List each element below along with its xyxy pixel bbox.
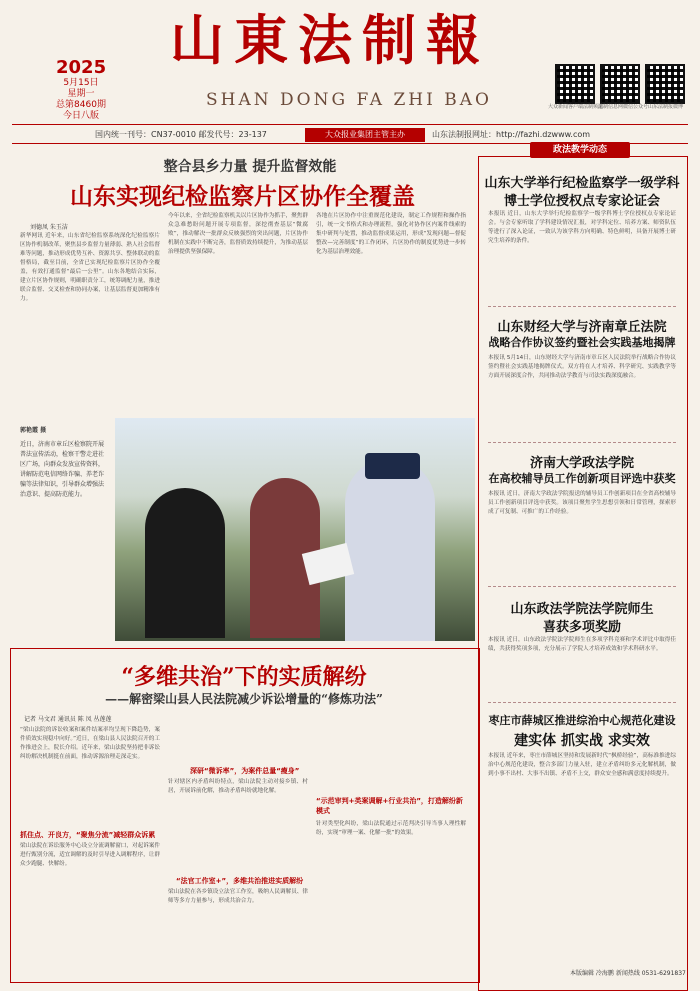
right-item-body: 本报讯 近日，山东大学举行纪检监察学一级学科博士学位授权点专家论证会。与会专家听取了学科建设情况汇报，对学科定位、培养方案、师资队伍等进行了深入论证，一致认为该学科方向明确、特色鲜明，具备开展博士研究生培养的条件。 <box>488 211 676 244</box>
feature-subhead: ——解密梁山县人民法院减少诉讼增量的“修炼功法” <box>105 692 383 706</box>
issue-weekday: 星期一 <box>67 89 95 99</box>
feature-body: 梁山法院在诉讼服务中心设立分流调解窗口，对起诉案件进行甄别分流，适宜调解的及时引导进入调解程序，让群众少跑腿、快解纷。 <box>20 843 160 867</box>
qr-code-icon <box>645 64 685 104</box>
feature-body <box>168 726 308 762</box>
right-item-body: 本报讯 近年来，枣庄市薛城区坚持和发展新时代“枫桥经验”，高标准推进综治中心规范化建设，整合多部门力量入驻，建立矛盾纠纷多元化解机制，做到小事不出村、大事不出镇、矛盾不上交，群众安全感和满意度持续提升。 <box>488 753 676 777</box>
issue-number: 总第8460期 <box>56 100 106 110</box>
right-item-headline: 山东财经大学与济南章丘法院 <box>497 320 667 335</box>
divider <box>488 306 676 307</box>
right-item-body: 本报讯 5月14日，山东财经大学与济南市章丘区人民法院举行战略合作协议签约暨社会实践基地揭牌仪式。双方将在人才培养、科学研究、实践教学等方面开展深度合作，共同推动法学教育与司法实践深度融合。 <box>488 355 676 379</box>
qr-caption: 山东法制报微博 <box>648 104 684 110</box>
divider <box>488 442 676 443</box>
right-item-headline: 建实体 抓实战 求实效 <box>514 733 650 749</box>
right-item-headline: 战略合作协议签约暨社会实践基地揭牌 <box>488 336 676 349</box>
qr-caption: 大众新闻客户端法制频道 <box>548 104 604 110</box>
feature-body: 梁山法院在各乡镇设立法官工作室，吸纳人民调解员、律师等多方力量参与，形成共治合力。 <box>168 889 308 904</box>
feature-section-title: 深研“微诉率”，为案件总量“瘦身” <box>190 767 300 775</box>
newspaper-title: 山東法制報 <box>170 8 490 72</box>
lead-body-col1: 新华网讯 近年来，山东省纪检监察系统深化纪检监察片区协作机制改革，聚焦县乡监督力量薄弱、熟人社会监督难等问题，推动形成优势互补、资源共享、整体联动的监督格局，截至目前，全省已实现纪检监察片区协作全覆盖，有效打通监督“最后一公里”。山东各地结合实际，建立片区协作规则，明确职责分工，统筹调配力量，推进联合监督、交叉检查和协同办案，让基层监督更加精准有力。 <box>20 233 160 302</box>
qr-caption: 法制信息网微信公众号 <box>598 104 649 110</box>
issue-year: 2025 <box>56 57 107 78</box>
feature-headline: “多维共治”下的实质解纷 <box>121 664 367 690</box>
feature-section-title: “法官工作室+”，多维共治推进实质解纷 <box>176 877 304 885</box>
photo-caption-text: 近日，济南市章丘区检察院开展普法宣传活动，检察干警走进社区广场，向群众发放宣传资料，讲解防范电信网络诈骗、养老诈骗等法律知识，引导群众增强法治意识、提高防范能力。 <box>20 441 105 498</box>
lead-body-col2: 今年以来，全省纪检监察机关以片区协作为抓手，聚焦群众急难愁盼问题开展专项监督，深挖彻查基层“微腐败”，推动解决一批群众反映强烈的突出问题，片区协作机制在实践中不断完善，监督质效持续提升，为推动基层治理提供坚强保障。 <box>168 213 308 255</box>
feature-body: 针对辖区内矛盾纠纷特点，梁山法院主动对接乡镇、村居，开展诉前化解，推动矛盾纠纷就地化解。 <box>168 779 308 794</box>
lead-body-col3: 各地在片区协作中注重规范化建设，制定工作规程和操作指引，统一文书格式和办理流程，强化对协作区内案件线索的集中研判与处置，推动监督成果运用，形成“发现问题—督促整改—完善制度”的工作闭环，片区协作的制度优势进一步转化为基层治理效能。 <box>316 213 466 255</box>
newspaper-pinyin: SHAN DONG FA ZHI BAO <box>206 90 492 110</box>
issue-pages: 今日八版 <box>62 111 99 121</box>
photo-credit: 郭艳霞 摄 <box>20 427 47 434</box>
feature-byline: 记者 马文君 通讯员 陈 凤 丛莲莲 <box>24 716 112 723</box>
issue-date-box <box>56 58 106 122</box>
right-item-headline: 在高校辅导员工作创新项目评选中获奖 <box>488 472 676 485</box>
right-item-headline: 山东政法学院法学院师生 <box>510 602 654 617</box>
qr-code-icon <box>555 64 595 104</box>
publication-code: 国内统一刊号：CN37-0010 邮发代号：23-137 <box>95 130 267 139</box>
lead-kicker: 整合县乡力量 提升监督效能 <box>163 159 337 175</box>
qr-code-icon <box>600 64 640 104</box>
right-item-headline: 山东大学举行纪检监察学一级学科 <box>484 176 680 191</box>
feature-body: 针对类型化纠纷，梁山法院通过示范判决引导当事人理性解纷，实现“审理一案、化解一批”的效果。 <box>316 821 466 836</box>
divider <box>488 702 676 703</box>
lead-byline: 刘德凤 朱玉洁 <box>30 224 68 231</box>
right-item-headline: 博士学位授权点专家论证会 <box>503 194 660 209</box>
right-item-headline: 喜获多项奖励 <box>542 620 621 635</box>
photo-caption <box>20 426 108 500</box>
publisher-label: 大众报业集团主管主办 <box>305 128 425 142</box>
section-label: 政法教学动态 <box>530 142 630 158</box>
feature-body: “梁山法院的诉讼收案和案件结案率均呈现下降趋势，案件质效实现稳中向好。”近日，在梁山县人民法院召开的工作推进会上，院长介绍。近年来，梁山法院坚持把非诉讼纠纷解决机制挺在前面，推动诉源治理走深走实。 <box>20 727 160 760</box>
right-item-headline: 济南大学政法学院 <box>529 456 634 471</box>
right-item-headline: 枣庄市薛城区推进综治中心规范化建设 <box>488 714 676 727</box>
page-footer: 本版编辑 冷海鹏 新闻热线 0531-6291837 <box>570 970 686 977</box>
issue-date: 5月15日 <box>63 78 99 88</box>
photo-officer <box>345 458 435 641</box>
feature-section-title: “示范审判+类案调解+行业共治”，打造解纷新模式 <box>316 797 463 815</box>
photo-officer-cap <box>365 453 420 479</box>
info-bar <box>0 128 700 142</box>
right-item-body: 本报讯 近日，山东政法学院法学院师生在多项学科竞赛和学术评比中取得佳绩，共获得奖项多项，充分展示了学院人才培养成效和学术科研水平。 <box>488 637 676 652</box>
divider <box>12 124 688 125</box>
lead-headline: 山东实现纪检监察片区协作全覆盖 <box>70 183 415 210</box>
photo-person <box>145 488 225 638</box>
website-link[interactable]: 山东法制报网址：http://fazhi.dzwww.com <box>432 130 591 139</box>
feature-section-title: 抓住点、开良方，“聚焦分流”减轻群众诉累 <box>20 831 156 839</box>
news-photo <box>115 418 475 641</box>
right-item-body: 本报讯 近日，济南大学政法学院报送的辅导员工作创新项目在全省高校辅导员工作创新项目评选中获奖。该项目聚焦学生思想引领和日常管理，探索形成了可复制、可推广的工作经验。 <box>488 491 676 515</box>
divider <box>488 586 676 587</box>
